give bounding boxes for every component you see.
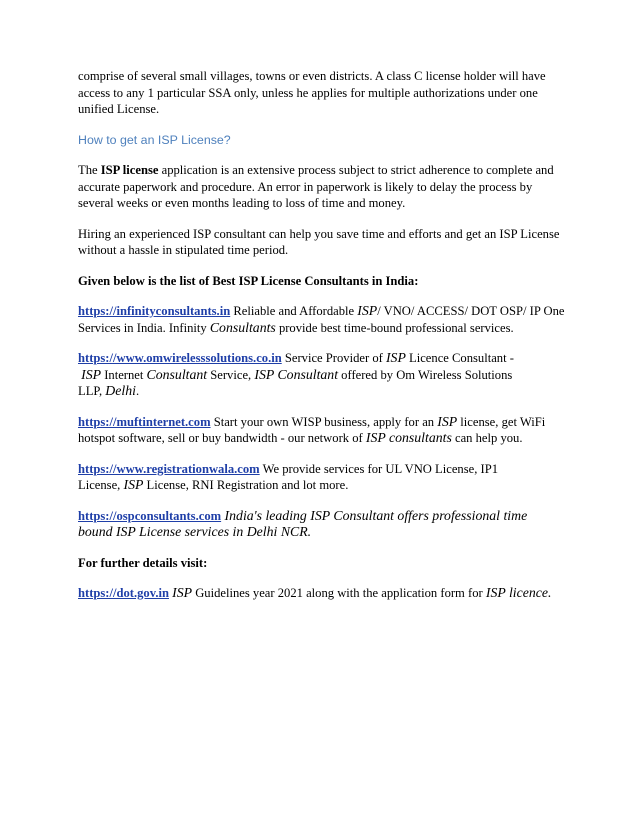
item-1-text-a2: / VNO/ ACCESS/ DOT OSP/ IP One xyxy=(377,304,565,318)
p1-line-3: several weeks or even months leading to loss of time and money. xyxy=(78,196,406,210)
isp-license-bold: ISP license xyxy=(100,163,159,177)
item-1-line-2 xyxy=(78,320,558,337)
section-heading: How to get an ISP License? xyxy=(78,132,231,147)
item-2-text-a1: Service Provider of xyxy=(281,351,386,365)
p2-line-1: Hiring an experienced ISP consultant can help you save time and efforts and get an ISP License xyxy=(78,226,560,241)
intro-line-3: unified License. xyxy=(78,102,160,116)
list-item xyxy=(78,350,558,400)
intro-line-1: comprise of several small villages, towns or even districts. A class C license holder will have xyxy=(78,69,546,83)
item-3-text-b1: hotspot software, sell or buy bandwidth - our network of xyxy=(78,431,366,445)
item-3-line-2 xyxy=(78,430,558,447)
item-4-italic-1: ISP xyxy=(123,477,144,492)
item-5-line-2: bound ISP License services in Delhi NCR. xyxy=(78,524,312,539)
item-1-italic-2: Consultants xyxy=(209,319,276,335)
list-item xyxy=(78,303,565,336)
consultant-paragraph xyxy=(78,226,558,259)
item-1-text-a1: Reliable and Affordable xyxy=(230,304,358,318)
p1-pre: The xyxy=(78,163,101,177)
item-2-line-1 xyxy=(78,350,558,367)
item-4-line-1 xyxy=(78,461,558,478)
item-2-line-3 xyxy=(78,383,558,400)
item-3-text-b2: can help you. xyxy=(451,431,523,445)
item-2-text-b3: offered by Om Wireless Solutions xyxy=(338,367,513,382)
link-muftinternet[interactable]: https://muftinternet.com xyxy=(78,414,211,429)
item-2-text-a2: Licence Consultant - xyxy=(405,351,514,365)
p2-line-2: without a hassle in stipulated time period. xyxy=(78,243,289,257)
intro-paragraph xyxy=(78,68,558,118)
list-item xyxy=(78,414,558,447)
item-1-italic-1: ISP xyxy=(357,303,378,318)
item-3-italic-1: ISP xyxy=(437,413,458,429)
p1-line-2: accurate paperwork and procedure. An error in paperwork is likely to delay the process by xyxy=(78,179,533,194)
item-2-text-c1: LLP, xyxy=(78,384,106,398)
final-italic-2: ISP licence. xyxy=(485,585,552,600)
p1-line-1-rest: application is an extensive process subject to strict adherence to complete and xyxy=(158,163,554,177)
list-item xyxy=(78,508,558,541)
further-details-label: For further details visit: xyxy=(78,555,208,570)
link-dot-gov[interactable]: https://dot.gov.in xyxy=(78,586,169,600)
item-2-line-2 xyxy=(78,367,558,384)
p1-line-1 xyxy=(78,162,558,179)
item-1-text-b1: Services in India. Infinity xyxy=(78,320,210,335)
list-item xyxy=(78,461,558,494)
link-infinityconsultants[interactable]: https://infinityconsultants.in xyxy=(78,304,231,318)
item-1-line-1 xyxy=(78,303,565,320)
list-intro: Given below is the list of Best ISP License Consultants in India: xyxy=(78,273,419,288)
link-registrationwala[interactable]: https://www.registrationwala.com xyxy=(78,461,260,476)
item-2-text-b1: Internet xyxy=(101,367,147,382)
item-5-line-1 xyxy=(78,508,558,525)
final-paragraph xyxy=(78,585,558,602)
final-text-1: Guidelines year 2021 along with the application form for xyxy=(192,586,486,600)
item-4-text-b2: License, RNI Registration and lot more. xyxy=(143,478,349,492)
item-2-text-b2: Service, xyxy=(207,367,255,382)
isp-license-paragraph xyxy=(78,162,558,212)
item-5-italic-a1: India's leading ISP Consultant offers professional time xyxy=(221,507,528,523)
link-ospconsultants[interactable]: https://ospconsultants.com xyxy=(78,508,222,523)
item-4-line-2 xyxy=(78,477,558,494)
item-2-text-c2: . xyxy=(135,384,140,398)
item-2-italic-5: Delhi xyxy=(105,383,136,398)
item-4-text-b1: License, xyxy=(78,478,124,492)
item-2-italic-3: Consultant xyxy=(146,366,208,382)
item-2-italic-2: ISP xyxy=(81,366,102,382)
intro-line-2: access to any 1 particular SSA only, unless he applies for multiple authorizations under one xyxy=(78,85,538,100)
item-2-italic-1: ISP xyxy=(385,350,406,365)
item-2-italic-4: ISP Consultant xyxy=(254,366,339,382)
item-3-italic-2: ISP consultants xyxy=(365,430,452,445)
item-3-text-a2: license, get WiFi xyxy=(457,414,546,429)
item-4-text-a1: We provide services for UL VNO License, IP1 xyxy=(259,461,498,476)
item-1-text-b2: provide best time-bound professional services. xyxy=(275,320,514,335)
item-3-line-1 xyxy=(78,414,558,431)
link-omwirelesssolutions[interactable]: https://www.omwirelesssolutions.co.in xyxy=(78,351,282,365)
item-3-text-a1: Start your own WISP business, apply for an xyxy=(210,414,438,429)
document-body xyxy=(78,68,565,616)
final-line xyxy=(78,585,558,602)
final-italic-1: ISP xyxy=(172,585,193,600)
